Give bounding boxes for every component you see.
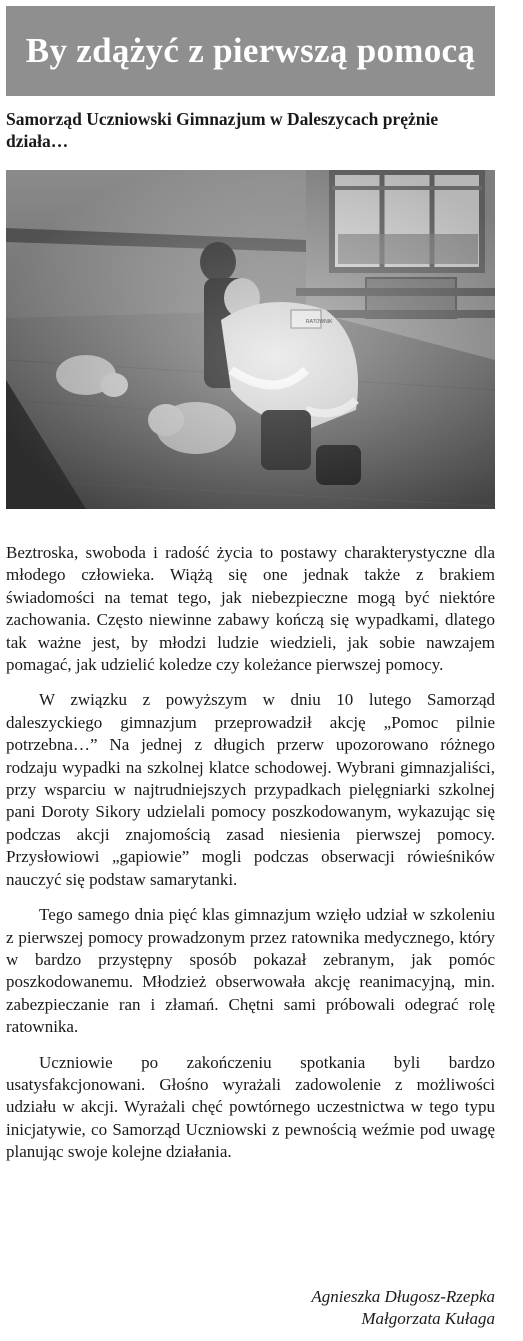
paragraph-2: W związku z powyższym w dniu 10 lutego Samorząd daleszyckiego gimnazjum przeprowadził akcję „Pomoc pilnie potrzebna…” Na jednej z długich przerw upozorowano różnego rodzaju wypadki na szkolnej klatce schodowej. Wybrani gimnazjaliści, przy wsparciu w najtrudniejszych przypadkach pielęgniarki szkolnej pani Doroty Sikory udzielali pomocy poszkodowanym, wykazując się podczas akcji znajomością zasad niesienia pierwszej pomocy. Przysłowiowi „gapiowie” mogli podczas obserwacji rówieśników nauczyć się podstaw samarytanki. <box>6 690 495 889</box>
article-lead: Samorząd Uczniowski Gimnazjum w Daleszycach prężnie działa… <box>6 109 439 151</box>
article-body <box>6 542 495 1177</box>
paragraph-3: Tego samego dnia pięć klas gimnazjum wzięło udział w szkoleniu z pierwszej pomocy prowadzonym przez ratownika medycznego, który w bardzo przystępny sposób pokazał zebranym, jak pomóc poszkodowanemu. Młodzież obserwowała akcję reanimacyjną, min. zabezpieczanie ran i złamań. Chętni sami próbowali odegrać rolę ratownika. <box>6 905 495 1037</box>
article-authors <box>311 1286 495 1330</box>
article-title: By zdążyć z pierwszą pomocą <box>25 31 476 70</box>
title-banner <box>6 6 495 96</box>
author-1: Agnieszka Długosz-Rzepka <box>311 1287 495 1306</box>
first-aid-training-photo <box>6 170 495 509</box>
paragraph-4: Uczniowie po zakończeniu spotkania byli bardzo usatysfakcjonowani. Głośno wyrażali zadowolenie z możliwości udziału w akcji. Wyrażali chęć powtórnego uczestnictwa w tego typu inicjatywie, co Samorząd Uczniowski z pewnością weźmie pod uwagę planując swoje kolejne działania. <box>6 1052 495 1162</box>
article-photo <box>6 170 495 509</box>
paragraph-1: Beztroska, swoboda i radość życia to postawy charakterystyczne dla młodego człowieka. Wiążą się one jednak także z brakiem świadomości na temat tego, jak niebezpieczne mogą być niektóre zachowania. Często niewinne zabawy kończą się wypadkami, dlatego tak ważne jest, by młodzi ludzie wiedzieli, jak sobie nawzajem pomagać, jak udzielić koledze czy koleżance pierwszej pomocy. <box>6 543 495 675</box>
author-2: Małgorzata Kułaga <box>361 1309 495 1328</box>
